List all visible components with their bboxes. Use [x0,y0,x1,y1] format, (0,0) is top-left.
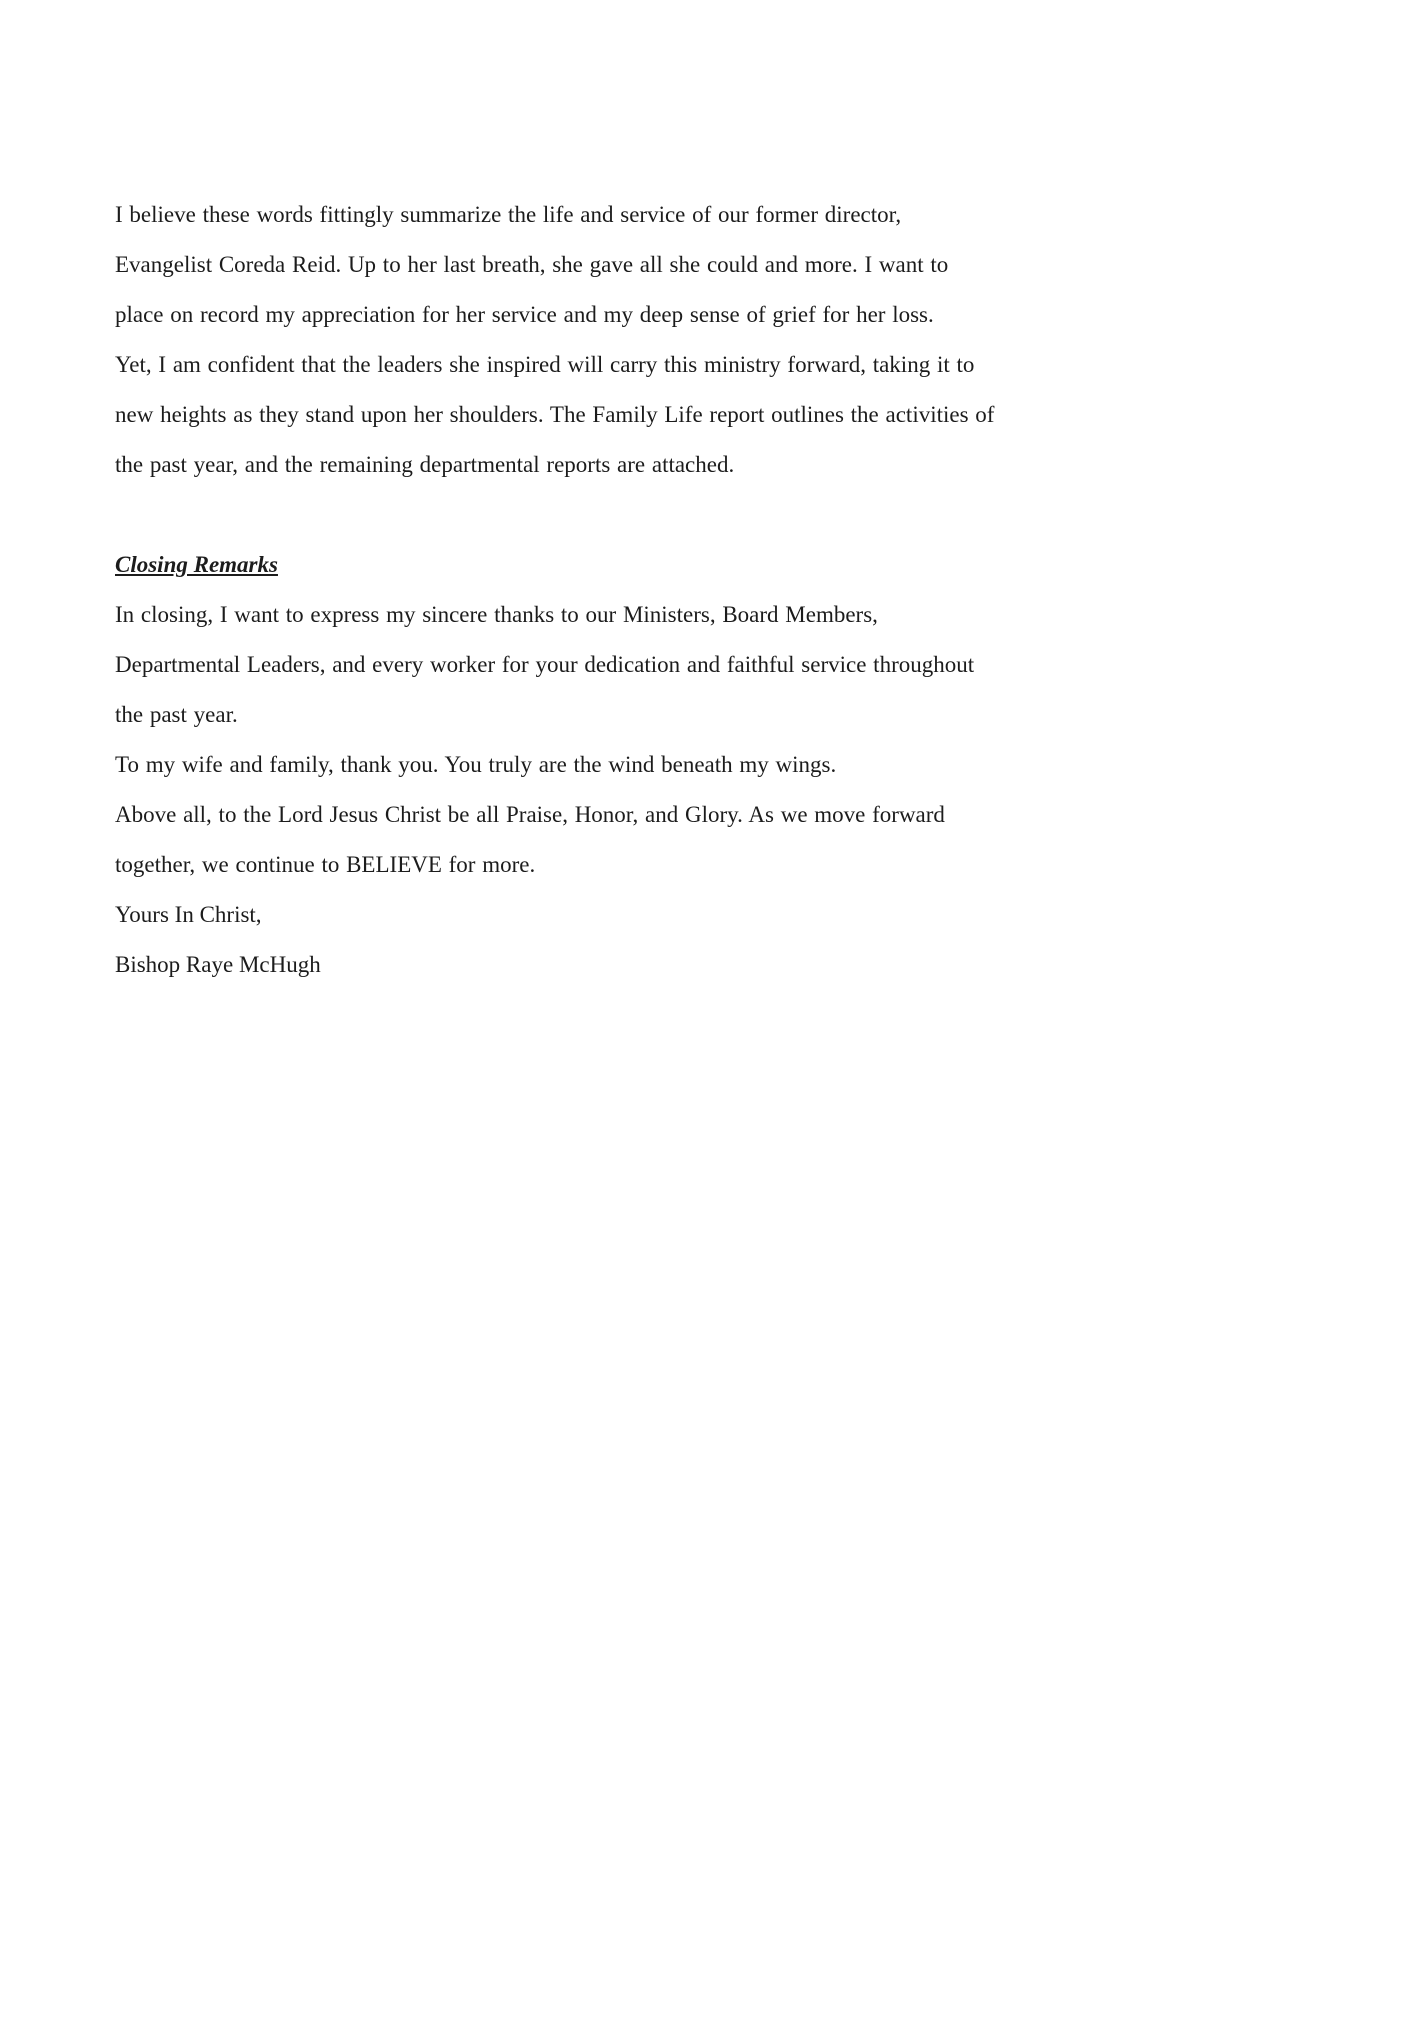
closing-remarks-heading [115,540,1003,590]
closing-remarks-heading-text: Closing Remarks [115,552,278,577]
signoff-author-name: Bishop Raye McHugh [115,952,321,977]
signoff-salutation: Yours In Christ, [115,902,262,927]
paragraph-family-thanks: To my wife and family, thank you. You truly are the wind beneath my wings. [115,752,837,777]
paragraph-thanks: In closing, I want to express my sincere thanks to our Ministers, Board Members, Departmental Leaders, and every worker for your dedication and faithful service throughout the past year. [115,602,975,727]
paragraph-praise: Above all, to the Lord Jesus Christ be all Praise, Honor, and Glory. As we move forward together, we continue to BELIEVE for more. [115,802,945,877]
paragraph-ministry-forward: Yet, I am confident that the leaders she inspired will carry this ministry forward, taking it to new heights as they stand upon her shoulders. The Family Life report outlines the activities of the past year, and the remaining departmental reports are attached. [115,352,995,477]
paragraph-tribute: I believe these words fittingly summarize the life and service of our former director, Evangelist Coreda Reid. Up to her last breath, she gave all she could and more. I want to place on record my appreciation for her service and my deep sense of grief for her loss. [115,202,949,327]
